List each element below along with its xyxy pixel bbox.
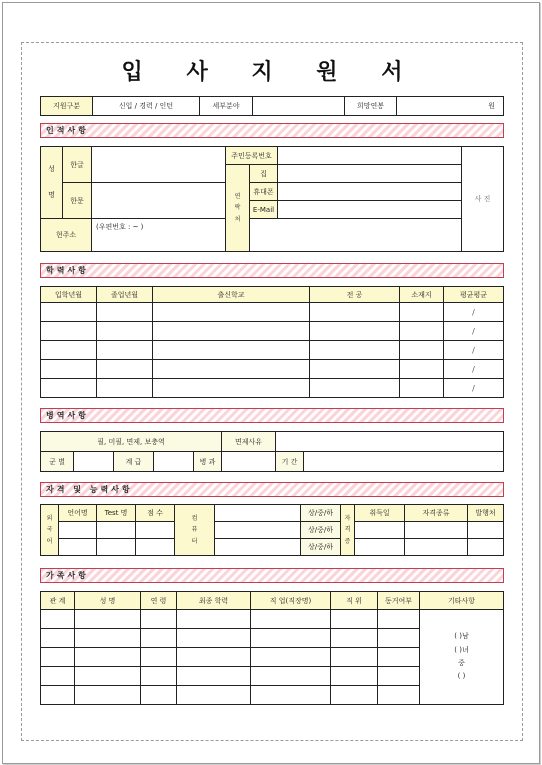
form-title: 입 사 지 원 서 <box>121 60 421 85</box>
fam-header-age: 연 령 <box>141 592 177 610</box>
apply-salary-label: 희망연봉 <box>345 97 397 116</box>
edu-cell[interactable] <box>41 322 97 341</box>
edu-header-school: 출신학교 <box>153 287 310 303</box>
photo-box: 사 진 <box>462 147 504 252</box>
fam-cell[interactable] <box>331 610 378 629</box>
fam-cell[interactable] <box>75 610 141 629</box>
score-cell[interactable] <box>136 522 175 539</box>
edu-cell[interactable] <box>97 360 153 379</box>
fam-cell[interactable] <box>378 648 420 667</box>
edu-cell[interactable] <box>153 379 310 398</box>
computer-input-1[interactable] <box>215 505 301 522</box>
fam-cell[interactable] <box>378 629 420 648</box>
hanja-input[interactable] <box>92 183 226 219</box>
personal-table <box>40 146 504 252</box>
edu-cell[interactable] <box>400 322 444 341</box>
section-education-label: 학력사항 <box>46 266 89 275</box>
fam-cell[interactable] <box>177 610 251 629</box>
fam-cell[interactable] <box>177 667 251 686</box>
fam-cell[interactable] <box>331 648 378 667</box>
address-label: 현주소 <box>41 219 92 252</box>
period-label: 기 간 <box>276 452 304 472</box>
edu-cell[interactable] <box>400 303 444 322</box>
table-row <box>41 360 504 379</box>
edu-cell[interactable] <box>310 379 400 398</box>
fam-cell[interactable] <box>177 629 251 648</box>
exempt-reason-label: 면제사유 <box>222 432 276 452</box>
fam-cell[interactable] <box>331 629 378 648</box>
section-personal <box>40 123 504 138</box>
level-2[interactable]: 상/중/하 <box>301 522 341 539</box>
fam-cell[interactable] <box>251 610 331 629</box>
edu-cell[interactable] <box>153 303 310 322</box>
computer-input-3[interactable] <box>215 539 301 556</box>
etc-female: ( )녀 <box>454 645 469 654</box>
edu-cell[interactable] <box>400 360 444 379</box>
qualification-table <box>40 504 504 556</box>
gpa-slash[interactable]: / <box>444 341 504 360</box>
apply-type-value[interactable]: 신입 / 경력 / 인턴 <box>93 97 200 116</box>
apply-table <box>40 96 504 116</box>
section-military <box>40 408 504 423</box>
fam-cell[interactable] <box>251 648 331 667</box>
foreign-label: 외 국 어 <box>41 505 59 556</box>
lang-header: 언어명 <box>59 505 97 522</box>
edu-cell[interactable] <box>41 303 97 322</box>
fam-cell[interactable] <box>41 648 75 667</box>
edu-header-grad: 졸업년월 <box>97 287 153 303</box>
fam-header-cohabit: 동거여부 <box>378 592 420 610</box>
etc-blank: ( ) <box>457 672 466 681</box>
military-table <box>40 431 504 472</box>
edu-cell[interactable] <box>97 303 153 322</box>
fam-cell[interactable] <box>141 629 177 648</box>
fam-cell[interactable] <box>251 629 331 648</box>
apply-field-label: 세부분야 <box>200 97 253 116</box>
edu-header-gpa: 평균평균 <box>444 287 504 303</box>
fam-cell[interactable] <box>75 629 141 648</box>
edu-cell[interactable] <box>97 322 153 341</box>
rrn-label: 주민등록번호 <box>226 147 278 165</box>
fam-cell[interactable] <box>177 648 251 667</box>
hanja-label: 한문 <box>63 183 92 219</box>
email-input[interactable] <box>278 201 462 219</box>
section-qualification <box>40 482 504 497</box>
fam-header-position: 직 위 <box>331 592 378 610</box>
fam-cell[interactable] <box>141 686 177 705</box>
section-qualification-label: 자격 및 능력사항 <box>46 485 133 494</box>
edu-header-entry: 입학년월 <box>41 287 97 303</box>
issuer-header: 발행처 <box>468 505 504 522</box>
edu-cell[interactable] <box>97 379 153 398</box>
etc-male: ( )남 <box>454 632 469 641</box>
mobile-input[interactable] <box>278 183 462 201</box>
fam-cell[interactable] <box>75 686 141 705</box>
rrn-input[interactable] <box>278 147 462 165</box>
acquired-cell[interactable] <box>355 539 405 556</box>
branch-input[interactable] <box>74 452 114 472</box>
apply-field-input[interactable] <box>253 97 345 116</box>
test-cell[interactable] <box>97 522 136 539</box>
edu-cell[interactable] <box>310 360 400 379</box>
gpa-slash[interactable]: / <box>444 360 504 379</box>
fam-cell[interactable] <box>378 686 420 705</box>
fam-cell[interactable] <box>75 667 141 686</box>
fam-header-relation: 관 계 <box>41 592 75 610</box>
cert-type-cell[interactable] <box>405 539 468 556</box>
rank-input[interactable] <box>154 452 194 472</box>
section-family <box>40 568 504 583</box>
edu-header-location: 소재지 <box>400 287 444 303</box>
fam-cell[interactable] <box>177 686 251 705</box>
edu-cell[interactable] <box>97 341 153 360</box>
period-input[interactable] <box>304 452 504 472</box>
level-3[interactable]: 상/중/하 <box>301 539 341 556</box>
issuer-cell[interactable] <box>468 522 504 539</box>
fam-header-job: 직 업(직장명) <box>251 592 331 610</box>
issuer-cell[interactable] <box>468 539 504 556</box>
level-1[interactable]: 상/중/하 <box>301 505 341 522</box>
name-label: 성 명 <box>41 147 63 219</box>
edu-cell[interactable] <box>400 341 444 360</box>
fam-cell[interactable] <box>41 686 75 705</box>
edu-cell[interactable] <box>310 322 400 341</box>
home-input[interactable] <box>278 165 462 183</box>
lang-cell[interactable] <box>59 539 97 556</box>
fam-cell[interactable] <box>75 648 141 667</box>
cert-label: 자 격 증 <box>341 505 355 556</box>
gpa-slash[interactable]: / <box>444 322 504 341</box>
score-cell[interactable] <box>136 539 175 556</box>
family-table <box>40 591 504 705</box>
fam-cell[interactable] <box>331 686 378 705</box>
fam-cell[interactable] <box>251 686 331 705</box>
edu-header-major: 전 공 <box>310 287 400 303</box>
edu-cell[interactable] <box>153 322 310 341</box>
contact-label: 연 락 처 <box>226 165 250 252</box>
section-education <box>40 263 504 278</box>
gpa-slash[interactable]: / <box>444 303 504 322</box>
table-row <box>41 322 504 341</box>
fam-cell[interactable] <box>41 667 75 686</box>
type-label: 병 과 <box>194 452 222 472</box>
fam-cell[interactable] <box>251 667 331 686</box>
computer-label: 컴 퓨 터 <box>175 505 215 556</box>
table-row <box>41 379 504 398</box>
fam-cell[interactable] <box>378 610 420 629</box>
rank-label: 계 급 <box>114 452 154 472</box>
table-row <box>41 341 504 360</box>
exempt-reason-input[interactable] <box>276 432 504 452</box>
branch-label: 군 별 <box>41 452 74 472</box>
fam-header-etc: 기타사항 <box>420 592 504 610</box>
computer-input-2[interactable] <box>215 522 301 539</box>
edu-cell[interactable] <box>41 360 97 379</box>
table-row <box>41 610 504 629</box>
zip-text: (우편번호 : ~ ) <box>96 223 144 231</box>
fam-header-name: 성 명 <box>75 592 141 610</box>
edu-cell[interactable] <box>153 360 310 379</box>
fam-cell[interactable] <box>41 610 75 629</box>
edu-cell[interactable] <box>400 379 444 398</box>
fam-etc-box[interactable] <box>420 610 504 705</box>
mobile-label: 휴대폰 <box>250 183 278 201</box>
apply-type-label: 지원구분 <box>41 97 93 116</box>
test-header: Test 명 <box>97 505 136 522</box>
fam-cell[interactable] <box>331 667 378 686</box>
fam-header-edu: 최종 학력 <box>177 592 251 610</box>
etc-middle: 중 <box>458 659 465 667</box>
type-input[interactable] <box>222 452 276 472</box>
gpa-slash[interactable]: / <box>444 379 504 398</box>
apply-salary-input[interactable] <box>397 97 504 116</box>
fam-cell[interactable] <box>378 667 420 686</box>
table-row <box>41 303 504 322</box>
section-military-label: 병역사항 <box>46 411 89 420</box>
acquired-header: 취득일 <box>355 505 405 522</box>
email-label: E-Mail <box>250 201 278 219</box>
score-header: 점 수 <box>136 505 175 522</box>
lang-cell[interactable] <box>59 522 97 539</box>
military-status[interactable]: 필, 미필, 면제, 보충역 <box>41 432 222 452</box>
fam-cell[interactable] <box>41 629 75 648</box>
edu-cell[interactable] <box>41 379 97 398</box>
education-table <box>40 286 504 398</box>
test-cell[interactable] <box>97 539 136 556</box>
fam-cell[interactable] <box>141 610 177 629</box>
edu-cell[interactable] <box>310 341 400 360</box>
hangul-label: 한글 <box>63 147 92 183</box>
edu-cell[interactable] <box>41 341 97 360</box>
section-family-label: 가족사항 <box>46 571 89 580</box>
edu-cell[interactable] <box>153 341 310 360</box>
fam-cell[interactable] <box>141 667 177 686</box>
section-personal-label: 인적사항 <box>46 126 89 135</box>
address-input[interactable] <box>92 219 462 252</box>
hangul-input[interactable] <box>92 147 226 183</box>
salary-unit: 원 <box>488 102 495 110</box>
acquired-cell[interactable] <box>355 522 405 539</box>
home-label: 집 <box>250 165 278 183</box>
cert-type-header: 자격종류 <box>405 505 468 522</box>
edu-cell[interactable] <box>310 303 400 322</box>
fam-cell[interactable] <box>141 648 177 667</box>
cert-type-cell[interactable] <box>405 522 468 539</box>
